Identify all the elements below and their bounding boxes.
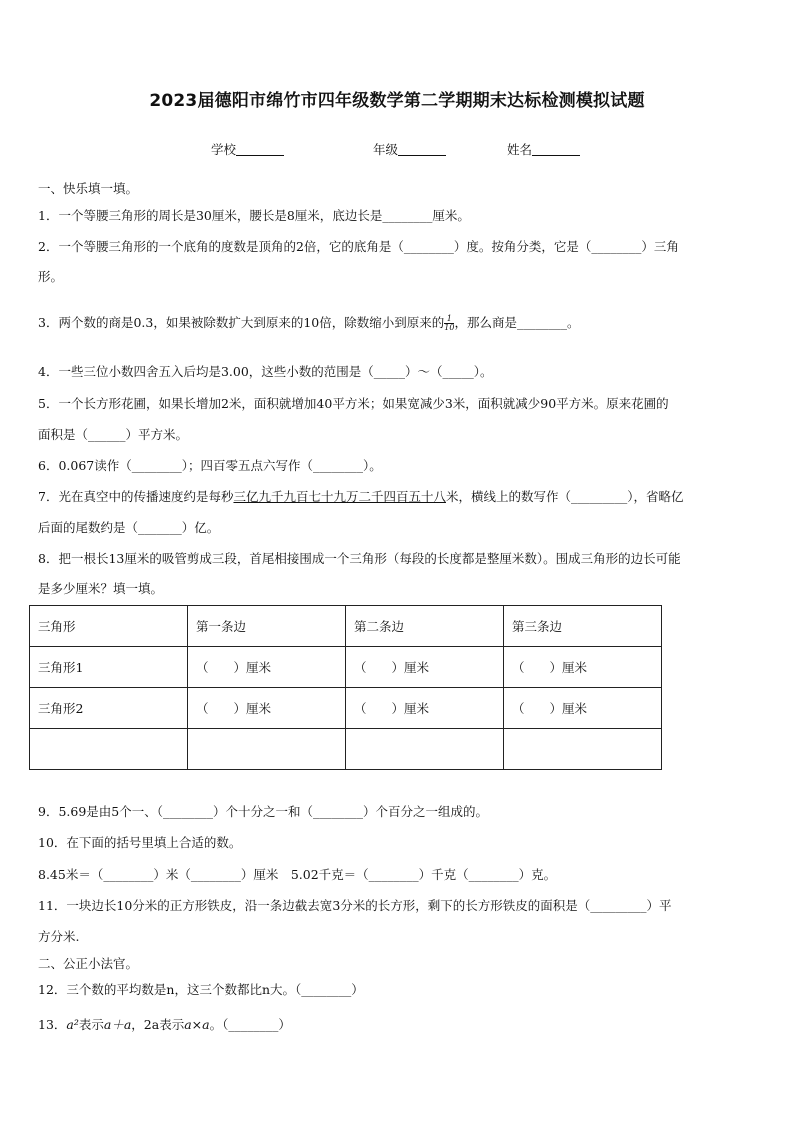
question-10-sub: 8.45米＝（________）米（________）厘米 5.02千克＝（________）千克（________）克。	[38, 867, 557, 882]
question-7-text-after: 米，横线上的数写作（_________），省略亿	[445, 489, 684, 504]
table-header-cell: 第一条边	[188, 606, 346, 647]
question-2-line-1: 2．一个等腰三角形的一个底角的度数是顶角的2倍，它的底角是（________）度。按角分类，它是（________）三角	[38, 239, 679, 254]
question-13	[38, 1016, 762, 1034]
question-3-text-after: ，那么商是________。	[454, 315, 580, 330]
question-7-line-1	[38, 488, 762, 506]
fraction-numerator: 1	[444, 315, 454, 324]
table-cell-empty[interactable]	[504, 729, 662, 770]
question-11-line-1: 11．一块边长10分米的正方形铁皮，沿一条边截去宽3分米的长方形，剩下的长方形铁皮的面积是（_________）平	[38, 898, 672, 913]
table-cell-answer[interactable]: （ ）厘米	[346, 688, 504, 729]
name-label: 姓名	[507, 142, 533, 157]
name-blank[interactable]	[532, 143, 580, 156]
question-10: 10．在下面的括号里填上合适的数。	[38, 835, 242, 850]
table-cell: 三角形1	[30, 647, 188, 688]
table-row	[30, 729, 662, 770]
question-1: 1．一个等腰三角形的周长是30厘米，腰长是8厘米，底边长是________厘米。	[38, 208, 470, 223]
table-header-row	[30, 606, 662, 647]
section-heading-2: 二、公正小法官。	[38, 956, 139, 971]
a-plus-a-expression: a＋a	[103, 1017, 132, 1032]
table-cell-empty[interactable]	[346, 729, 504, 770]
fraction-denominator: 10	[444, 323, 455, 332]
grade-label: 年级	[373, 142, 399, 157]
question-13-text-3: 。（________）	[209, 1017, 291, 1032]
table-header-cell: 第二条边	[346, 606, 504, 647]
question-13-text-2: ，2a表示	[131, 1017, 185, 1032]
table-row	[30, 688, 662, 729]
question-12: 12．三个数的平均数是n，这三个数都比n大。（________）	[38, 982, 364, 997]
a-squared-expression: a²	[66, 1017, 79, 1032]
question-6: 6．0.067读作（________）；四百零五点六写作（________）。	[38, 458, 382, 473]
grade-field[interactable]	[373, 140, 446, 158]
question-4: 4．一些三位小数四舍五入后均是3.00，这些小数的范围是（_____）～（_____）。	[38, 364, 493, 379]
table-cell-answer[interactable]: （ ）厘米	[188, 688, 346, 729]
table-header-cell: 第三条边	[504, 606, 662, 647]
question-13-text-1: 表示	[78, 1017, 104, 1032]
grade-blank[interactable]	[398, 143, 446, 156]
table-cell-answer[interactable]: （ ）厘米	[346, 647, 504, 688]
section-heading-1: 一、快乐填一填。	[38, 181, 139, 196]
question-11-line-2: 方分米.	[38, 929, 80, 944]
question-9: 9．5.69是由5个一、（________）个十分之一和（________）个百分之一组成的。	[38, 804, 488, 819]
school-field[interactable]	[211, 140, 284, 158]
question-5-line-1: 5．一个长方形花圃，如果长增加2米，面积就增加40平方米；如果宽减少3米，面积就减少90平方米。原来花圃的	[38, 396, 669, 411]
page-title: 2023届德阳市绵竹市四年级数学第二学期期末达标检测模拟试题	[149, 91, 645, 111]
table-cell: 三角形2	[30, 688, 188, 729]
question-5-line-2: 面积是（______）平方米。	[38, 427, 189, 442]
question-13-number: 13．	[38, 1017, 67, 1032]
school-label: 学校	[211, 142, 237, 157]
question-7-line-2: 后面的尾数约是（_______）亿。	[38, 520, 220, 535]
name-field[interactable]	[507, 140, 580, 158]
table-row	[30, 647, 662, 688]
question-2-line-2: 形。	[38, 269, 64, 284]
question-3-text-before: 3．两个数的商是0.3，如果被除数扩大到原来的10倍，除数缩小到原来的	[38, 315, 445, 330]
question-8-line-2: 是多少厘米？填一填。	[38, 581, 164, 596]
triangle-sides-table	[29, 605, 662, 770]
table-cell-empty[interactable]	[30, 729, 188, 770]
table-cell-answer[interactable]: （ ）厘米	[504, 688, 662, 729]
question-8-line-1: 8．把一根长13厘米的吸管剪成三段，首尾相接围成一个三角形（每段的长度都是整厘米数）。围成三角形的边长可能	[38, 551, 681, 566]
table-cell-answer[interactable]: （ ）厘米	[188, 647, 346, 688]
question-3	[38, 314, 762, 332]
question-7-text-before: 7．光在真空中的传播速度约是每秒	[38, 489, 234, 504]
underlined-number-words: 三亿九千九百七十九万二千四百五十八	[233, 489, 446, 504]
table-header-cell: 三角形	[30, 606, 188, 647]
table-cell-answer[interactable]: （ ）厘米	[504, 647, 662, 688]
table-cell-empty[interactable]	[188, 729, 346, 770]
a-times-a-expression: a×a	[184, 1017, 210, 1032]
one-tenth-fraction	[444, 315, 454, 332]
school-blank[interactable]	[236, 143, 284, 156]
